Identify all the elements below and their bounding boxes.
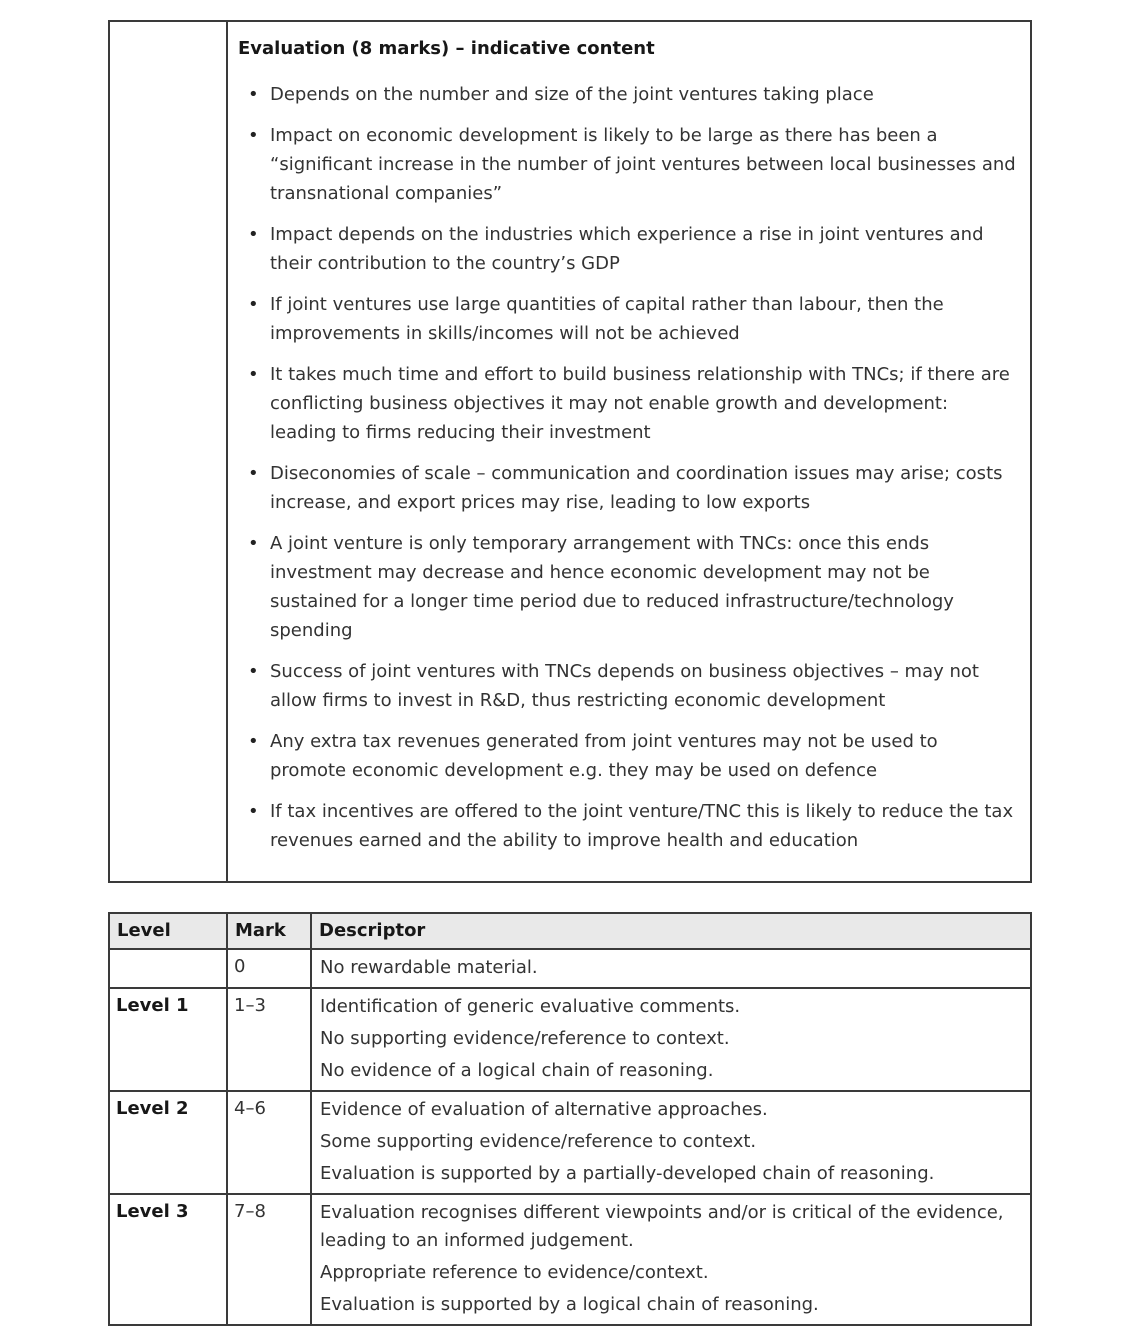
levels-row [109,949,1031,988]
levels-table-body [109,949,1031,1325]
indicative-content-cell [227,21,1031,882]
level-cell: Level 2 [109,1091,227,1194]
descriptor-line: No evidence of a logical chain of reasoning. [320,1060,714,1081]
column-header-level: Level [109,913,227,949]
levels-row [109,988,1031,1091]
indicative-content-table [108,20,1032,883]
descriptor-cell [311,1194,1031,1325]
indicative-bullet-item: • A joint venture is only temporary arrangement with TNCs: once this ends investment may decrease and hence economic development may not be sustained for a longer time period due to reduced infrastructure/technology spending [244,529,1016,645]
descriptor-line: No supporting evidence/reference to context. [320,1028,730,1049]
indicative-bullet-item: • Impact on economic development is likely to be large as there has been a “significant increase in the number of joint ventures between local businesses and transnational companies” [244,121,1016,208]
indicative-bullet-item: • If tax incentives are offered to the joint venture/TNC this is likely to reduce the tax revenues earned and the ability to improve health and education [244,797,1016,855]
indicative-row [109,21,1031,882]
descriptor-line: Evidence of evaluation of alternative approaches. [320,1099,768,1120]
descriptor-cell [311,949,1031,988]
mark-cell: 7–8 [227,1194,311,1325]
indicative-bullet-item: • Depends on the number and size of the joint ventures taking place [244,80,1016,109]
level-cell: Level 3 [109,1194,227,1325]
descriptor-line: Identification of generic evaluative comments. [320,996,741,1017]
descriptor-line: Evaluation recognises different viewpoints and/or is critical of the evidence, leading to an informed judgement. [320,1202,1004,1251]
indicative-bullet-item: • Impact depends on the industries which experience a rise in joint ventures and their contribution to the country’s GDP [244,220,1016,278]
descriptor-line: Some supporting evidence/reference to context. [320,1131,757,1152]
levels-row [109,1091,1031,1194]
indicative-content-title: Evaluation (8 marks) – indicative content [238,38,655,59]
descriptor-cell [311,1091,1031,1194]
descriptor-line: No rewardable material. [320,957,538,978]
level-cell [109,949,227,988]
indicative-bullet-item: • It takes much time and effort to build business relationship with TNCs; if there are conflicting business objectives it may not enable growth and development: leading to firms reducing their investment [244,360,1016,447]
mark-cell: 1–3 [227,988,311,1091]
levels-header-row [109,913,1031,949]
indicative-bullet-item: • If joint ventures use large quantities of capital rather than labour, then the improvements in skills/incomes will not be achieved [244,290,1016,348]
indicative-bullet-list [238,80,1016,855]
level-cell: Level 1 [109,988,227,1091]
descriptor-line: Evaluation is supported by a partially-developed chain of reasoning. [320,1163,935,1184]
descriptor-line: Evaluation is supported by a logical chain of reasoning. [320,1294,819,1315]
question-number-cell [109,21,227,882]
column-header-descriptor: Descriptor [311,913,1031,949]
column-header-mark: Mark [227,913,311,949]
indicative-bullet-item: • Diseconomies of scale – communication and coordination issues may arise; costs increase, and export prices may rise, leading to low exports [244,459,1016,517]
indicative-bullet-item: • Success of joint ventures with TNCs depends on business objectives – may not allow firms to invest in R&D, thus restricting economic development [244,657,1016,715]
mark-cell: 0 [227,949,311,988]
descriptor-cell [311,988,1031,1091]
mark-cell: 4–6 [227,1091,311,1194]
descriptor-line: Appropriate reference to evidence/context. [320,1262,709,1283]
levels-row [109,1194,1031,1325]
levels-table [108,912,1032,1326]
indicative-bullet-item: • Any extra tax revenues generated from joint ventures may not be used to promote economic development e.g. they may be used on defence [244,727,1016,785]
